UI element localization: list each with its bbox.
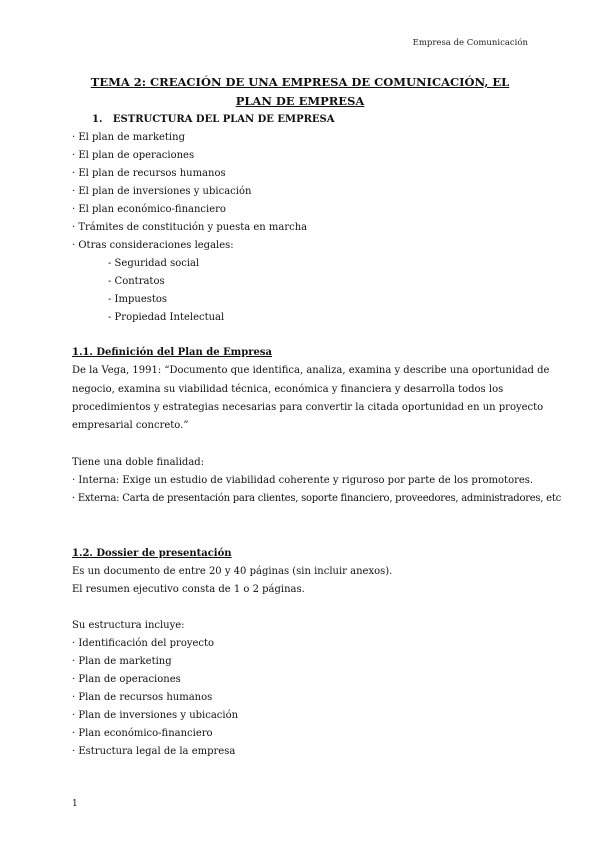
paragraph-line: Es un documento de entre 20 y 40 páginas (sin incluir anexos). (72, 566, 393, 577)
section-1-title: ESTRUCTURA DEL PLAN DE EMPRESA (112, 114, 335, 125)
list-item: · El plan de marketing (72, 132, 185, 143)
list-item: · El plan de operaciones (72, 150, 195, 161)
estructura-intro: Su estructura incluye: (72, 620, 185, 631)
sub-list-item: - Impuestos (108, 294, 168, 305)
document-title: TEMA 2: CREACIÓN DE UNA EMPRESA DE COMUNICACIÓN, EL PLAN DE EMPRESA (90, 75, 510, 108)
list-item: · Trámites de constitución y puesta en marcha (72, 222, 308, 233)
list-item: · El plan de recursos humanos (72, 168, 226, 179)
list-item: · Estructura legal de la empresa (72, 746, 236, 757)
list-item: · Plan de inversiones y ubicación (72, 710, 239, 721)
quote-line: empresarial concreto.” (72, 420, 189, 431)
list-item: · Plan de marketing (72, 656, 172, 667)
finalidad-intro: Tiene una doble finalidad: (72, 457, 205, 468)
list-item: · Identificación del proyecto (72, 638, 215, 649)
list-item: · Externa: Carta de presentación para clientes, soporte financiero, proveedores, administradores, etc (72, 493, 561, 504)
quote-line: De la Vega, 1991: “Documento que identifica, analiza, examina y describe una oportunidad de (72, 365, 550, 376)
quote-line: procedimientos y estrategias necesarias para convertir la citada oportunidad en un proyecto (72, 402, 544, 413)
section-1-heading (92, 114, 335, 125)
list-item: · El plan económico-financiero (72, 204, 226, 215)
sub-list-item: - Contratos (108, 276, 165, 287)
list-item: · Otras consideraciones legales: (72, 240, 234, 251)
paragraph-line: El resumen ejecutivo consta de 1 o 2 páginas. (72, 584, 305, 595)
running-header: Empresa de Comunicación (412, 38, 528, 48)
list-item: · Interna: Exige un estudio de viabilidad coherente y riguroso por parte de los promotores. (72, 475, 534, 486)
list-item: · Plan de operaciones (72, 674, 181, 685)
sub-list-item: - Seguridad social (108, 258, 200, 269)
section-1-2-heading: 1.2. Dossier de presentación (72, 548, 232, 559)
section-1-number: 1. (92, 114, 103, 125)
sub-list-item: - Propiedad Intelectual (108, 312, 225, 323)
list-item: · Plan de recursos humanos (72, 692, 213, 703)
page-number: 1 (72, 799, 78, 809)
quote-line: negocio, examina su viabilidad técnica, económica y financiera y desarrolla todos los (72, 384, 504, 395)
list-item: · El plan de inversiones y ubicación (72, 186, 252, 197)
section-1-1-heading: 1.1. Definición del Plan de Empresa (72, 347, 272, 358)
list-item: · Plan económico-financiero (72, 728, 213, 739)
